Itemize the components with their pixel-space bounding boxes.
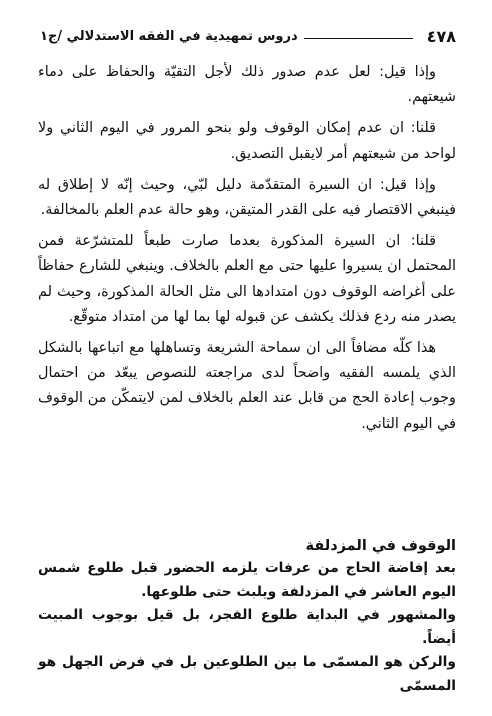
paragraph-2: قلنا: ان عدم إمكان الوقوف ولو بنحو المرور في اليوم الثاني ولا لواحد من شيعتهم أمر لايقبل التصديق. xyxy=(38,120,456,162)
paragraph-1: وإذا قيل: لعل عدم صدور ذلك لأجل التقيّة والحفاظ على دماء شيعتهم. xyxy=(38,64,456,106)
paragraph-4: قلنا: ان السيرة المذكورة بعدما صارت طبعاً للمتشرّعة فمن المحتمل ان يسيروا عليها حتى مع العلم بالخلاف. وينبغي للشارع حفاظاً على أغراضه الوقوف دون امتدادها الى مثل الحالة المذكورة، وحيث لم يصدر منه ردع فذلك يكشف عن قبوله لها بما لها من امتداد متوقّع. xyxy=(38,233,456,325)
paragraph-5: هذا كلّه مضافاً الى ان سماحة الشريعة وتساهلها مع اتباعها بالشكل الذي يلمسه الفقيه واضحاً لدى مراجعته للنصوص يبعّد من احتمال وجوب إعادة الحج من قابل عند العلم بالخلاف لمن لايتمكّن من الوقوف في اليوم الثاني. xyxy=(38,340,456,432)
body-text xyxy=(38,60,456,443)
section-line-3: والركن هو المسمّى ما بين الطلوعين بل في فرض الجهل هو المسمّى xyxy=(38,654,456,694)
running-title: دروس تمهيدية في الفقه الاستدلالي /ج١ xyxy=(40,28,298,44)
paragraph-3: وإذا قيل: ان السيرة المتقدّمة دليل لبّي، وحيث إنّه لا إطلاق له فينبغي الاقتصار فيه على القدر المتيقن، وهو حالة عدم العلم بالمخالفة. xyxy=(38,176,456,219)
section-line-1: بعد إفاضة الحاج من عرفات يلزمه الحضور قبل طلوع شمس اليوم العاشر في المزدلفة ويلبث حتى طلوعها. xyxy=(38,560,456,600)
page-number: ٤٧٨ xyxy=(426,26,456,46)
section-line-2: والمشهور في البداية طلوع الفجر، بل قيل بوجوب المبيت أيضاً. xyxy=(38,607,456,647)
section-muzdalifa xyxy=(38,538,456,698)
page-header xyxy=(40,24,456,48)
section-heading: الوقوف في المزدلفة xyxy=(305,538,456,554)
header-rule xyxy=(304,38,413,39)
